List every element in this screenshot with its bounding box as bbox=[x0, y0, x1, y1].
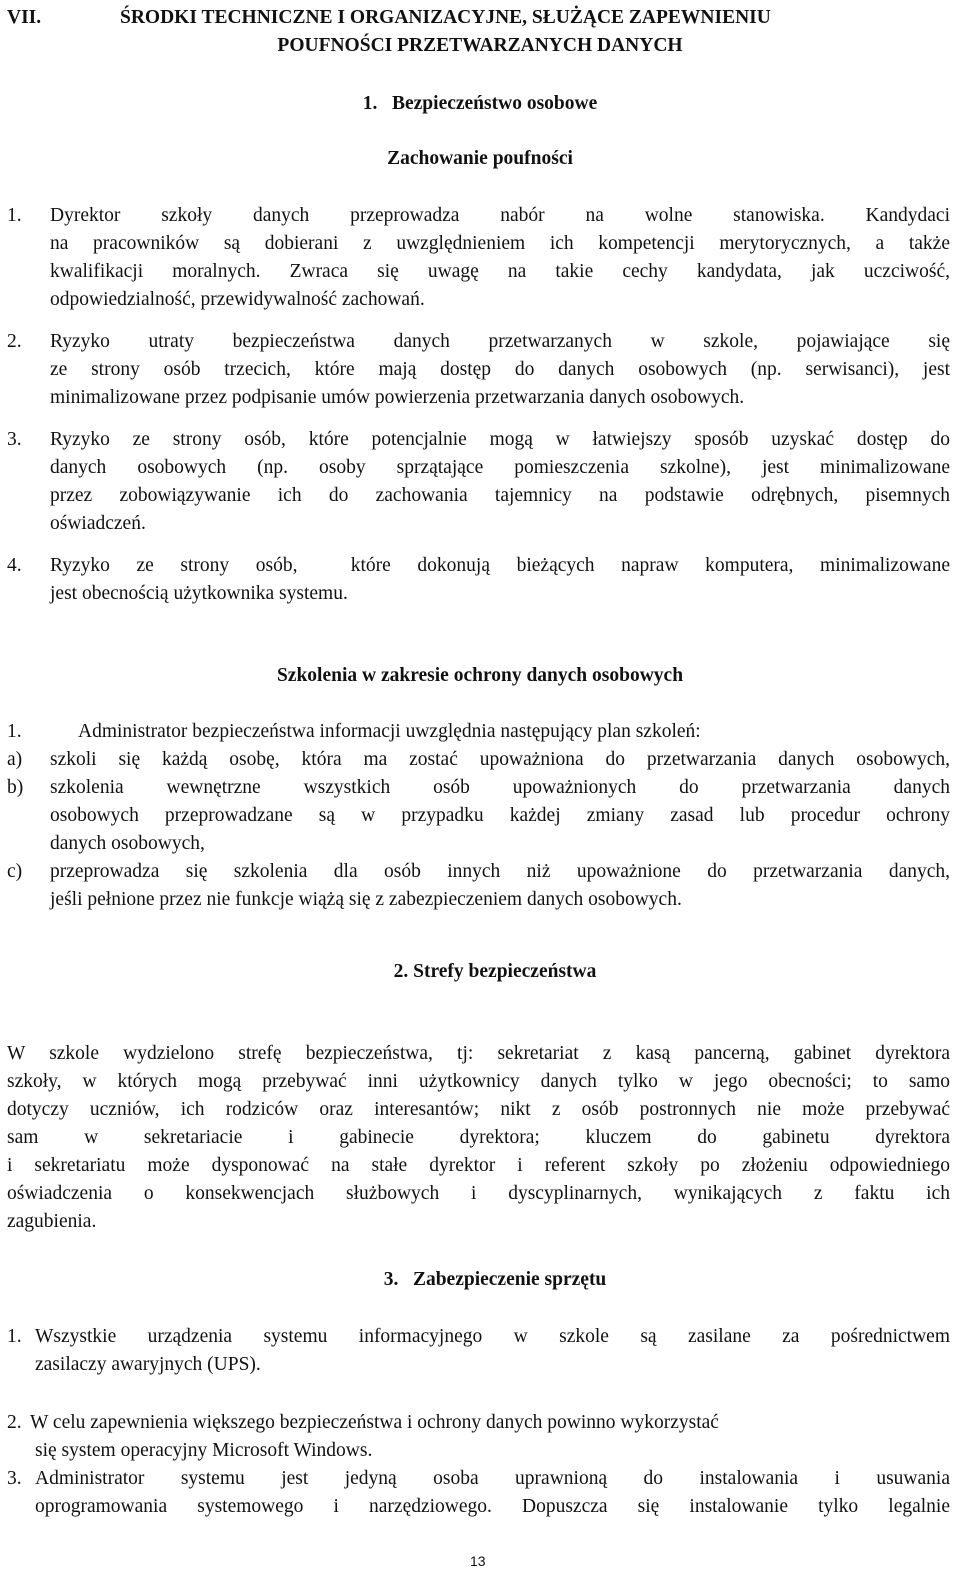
paragraph-line: sam w sekretariacie i gabinecie dyrektora; kluczem do gabinetu dyrektora bbox=[7, 1127, 950, 1148]
item-number: 1. bbox=[7, 205, 22, 226]
list-marker: b) bbox=[7, 777, 24, 798]
paragraph-line: przez zobowiązywanie ich do zachowania tajemnicy na podstawie odrębnych, pisemnych bbox=[50, 485, 950, 506]
paragraph-line: zasilaczy awaryjnych (UPS). bbox=[35, 1354, 261, 1375]
paragraph-line: Wszystkie urządzenia systemu informacyjnego w szkole są zasilane za pośrednictwem bbox=[35, 1326, 950, 1347]
item-number: 2. bbox=[7, 1412, 22, 1433]
paragraph-line: Dyrektor szkoły danych przeprowadza nabór na wolne stanowiska. Kandydaci bbox=[50, 205, 950, 226]
paragraph-line: przeprowadza się szkolenia dla osób innych niż upoważnione do przetwarzania danych, bbox=[50, 861, 950, 882]
paragraph-line: odpowiedzialność, przewidywalność zachowań. bbox=[50, 289, 425, 310]
paragraph-line: szkolenia wewnętrzne wszystkich osób upoważnionych do przetwarzania danych bbox=[50, 777, 950, 798]
item-number: 4. bbox=[7, 555, 22, 576]
paragraph-line: oświadczeń. bbox=[50, 513, 146, 534]
section2-heading: 2. Strefy bezpieczeństwa bbox=[393, 961, 597, 982]
page-number: 13 bbox=[470, 1553, 486, 1569]
paragraph-line: kwalifikacji moralnych. Zwraca się uwagę na takie cechy kandydata, jak uczciwość, bbox=[50, 261, 950, 282]
section1-subheading-training: Szkolenia w zakresie ochrony danych osobowych bbox=[276, 665, 684, 686]
item-number: 1. bbox=[7, 721, 22, 742]
paragraph-line: na pracowników są dobierani z uwzględnieniem ich kompetencji merytorycznych, a także bbox=[50, 233, 950, 254]
section1-subheading-confidentiality: Zachowanie poufności bbox=[387, 148, 573, 169]
paragraph-line: oprogramowania systemowego i narzędziowego. Dopuszcza się instalowanie tylko legalnie bbox=[35, 1496, 950, 1517]
paragraph-line: szkoły, w których mogą przebywać inni użytkownicy danych tylko w jego obecności; to samo bbox=[7, 1071, 950, 1092]
item-number: 2. bbox=[7, 331, 22, 352]
section1-heading: 1. Bezpieczeństwo osobowe bbox=[362, 93, 598, 114]
paragraph-line: ze strony osób trzecich, które mają dostęp do danych osobowych (np. serwisanci), jest bbox=[50, 359, 950, 380]
section3-heading: 3. Zabezpieczenie sprzętu bbox=[383, 1269, 607, 1290]
paragraph-line: jeśli pełnione przez nie funkcje wiążą się z zabezpieczeniem danych osobowych. bbox=[50, 889, 682, 910]
paragraph-line: osobowych przeprowadzane są w przypadku każdej zmiany zasad lub procedur ochrony bbox=[50, 805, 950, 826]
paragraph-line: i sekretariatu może dysponować na stałe dyrektor i referent szkoły po złożeniu odpowiedniego bbox=[7, 1155, 950, 1176]
list-marker: a) bbox=[7, 749, 23, 770]
paragraph-line: Ryzyko utraty bezpieczeństwa danych przetwarzanych w szkole, pojawiające się bbox=[50, 331, 950, 352]
paragraph-line: dotyczy uczniów, ich rodziców oraz interesantów; nikt z osób postronnych nie może przebywać bbox=[7, 1099, 950, 1120]
chapter-title-line2: POUFNOŚCI PRZETWARZANYCH DANYCH bbox=[277, 35, 683, 56]
paragraph-line: się system operacyjny Microsoft Windows. bbox=[35, 1440, 373, 1461]
list-marker: c) bbox=[7, 861, 23, 882]
paragraph-line: danych osobowych (np. osoby sprzątające pomieszczenia szkolne), jest minimalizowane bbox=[50, 457, 950, 478]
item-number: 3. bbox=[7, 1468, 22, 1489]
paragraph-line: W celu zapewnienia większego bezpieczeństwa i ochrony danych powinno wykorzystać bbox=[30, 1412, 719, 1433]
chapter-number: VII. bbox=[7, 7, 42, 28]
paragraph-line: szkoli się każdą osobę, która ma zostać upoważniona do przetwarzania danych osobowych, bbox=[50, 749, 950, 770]
paragraph-line: zagubienia. bbox=[7, 1211, 97, 1232]
item-number: 1. bbox=[7, 1326, 22, 1347]
item-number: 3. bbox=[7, 429, 22, 450]
paragraph-line: oświadczenia o konsekwencjach służbowych i dyscyplinarnych, wynikających z faktu ich bbox=[7, 1183, 950, 1204]
paragraph-line: W szkole wydzielono strefę bezpieczeństwa, tj: sekretariat z kasą pancerną, gabinet dyrektora bbox=[7, 1043, 950, 1064]
paragraph-line: Administrator systemu jest jedyną osoba uprawnioną do instalowania i usuwania bbox=[35, 1468, 950, 1489]
paragraph-line: Administrator bezpieczeństwa informacji uwzględnia następujący plan szkoleń: bbox=[78, 721, 701, 742]
paragraph-line: Ryzyko ze strony osób, które dokonują bieżących napraw komputera, minimalizowane bbox=[50, 555, 950, 576]
chapter-title-line1: ŚRODKI TECHNICZNE I ORGANIZACYJNE, SŁUŻĄCE ZAPEWNIENIU bbox=[120, 7, 771, 28]
paragraph-line: jest obecnością użytkownika systemu. bbox=[50, 583, 348, 604]
paragraph-line: danych osobowych, bbox=[50, 833, 205, 854]
paragraph-line: Ryzyko ze strony osób, które potencjalnie mogą w łatwiejszy sposób uzyskać dostęp do bbox=[50, 429, 950, 450]
paragraph-line: minimalizowane przez podpisanie umów powierzenia przetwarzania danych osobowych. bbox=[50, 387, 745, 408]
